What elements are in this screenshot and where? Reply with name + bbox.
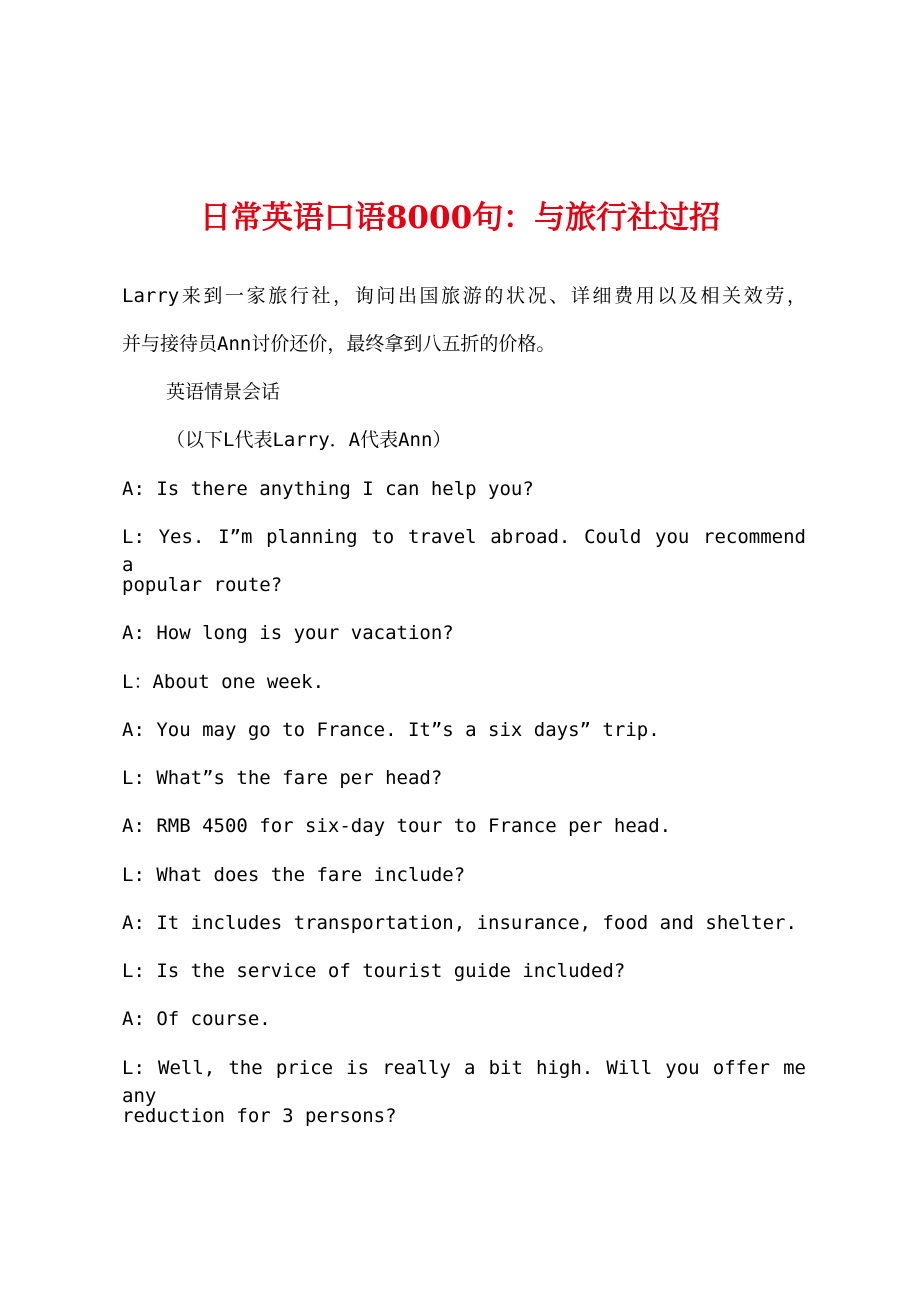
dialogue-line: A: Is there anything I can help you? — [122, 478, 534, 500]
dialogue-line: L: Is the service of tourist guide included? — [122, 960, 626, 982]
dialogue-line: L：About one week. — [122, 671, 325, 693]
document-title: 日常英语口语8000句：与旅行社过招 — [199, 200, 721, 236]
section-heading: 英语情景会话 — [166, 381, 281, 403]
intro-line-2: 并与接待员Ann讨价还价，最终拿到八五折的价格。 — [122, 333, 556, 355]
dialogue-line: A: It includes transportation, insurance, food and shelter. — [122, 912, 797, 934]
dialogue-line: popular route? — [122, 574, 283, 596]
dialogue-line: L: What”s the fare per head? — [122, 767, 443, 789]
dialogue-line: L: Well, the price is really a bit high. Will you offer me any — [122, 1057, 806, 1107]
dialogue-line: A: How long is your vacation? — [122, 622, 454, 644]
speaker-note: （以下L代表Larry．A代表Ann） — [166, 429, 452, 451]
dialogue-line: A: You may go to France. It”s a six days” trip. — [122, 719, 660, 741]
intro-line-1: Larry来到一家旅行社，询问出国旅游的状况、详细费用以及相关效劳， — [122, 285, 806, 307]
dialogue-line: A: RMB 4500 for six-day tour to France per head. — [122, 815, 672, 837]
dialogue-line: reduction for 3 persons? — [122, 1105, 397, 1127]
dialogue-line: L: Yes. I”m planning to travel abroad. Could you recommend a — [122, 526, 806, 576]
dialogue-line: L: What does the fare include? — [122, 864, 466, 886]
dialogue-line: A: Of course. — [122, 1008, 271, 1030]
